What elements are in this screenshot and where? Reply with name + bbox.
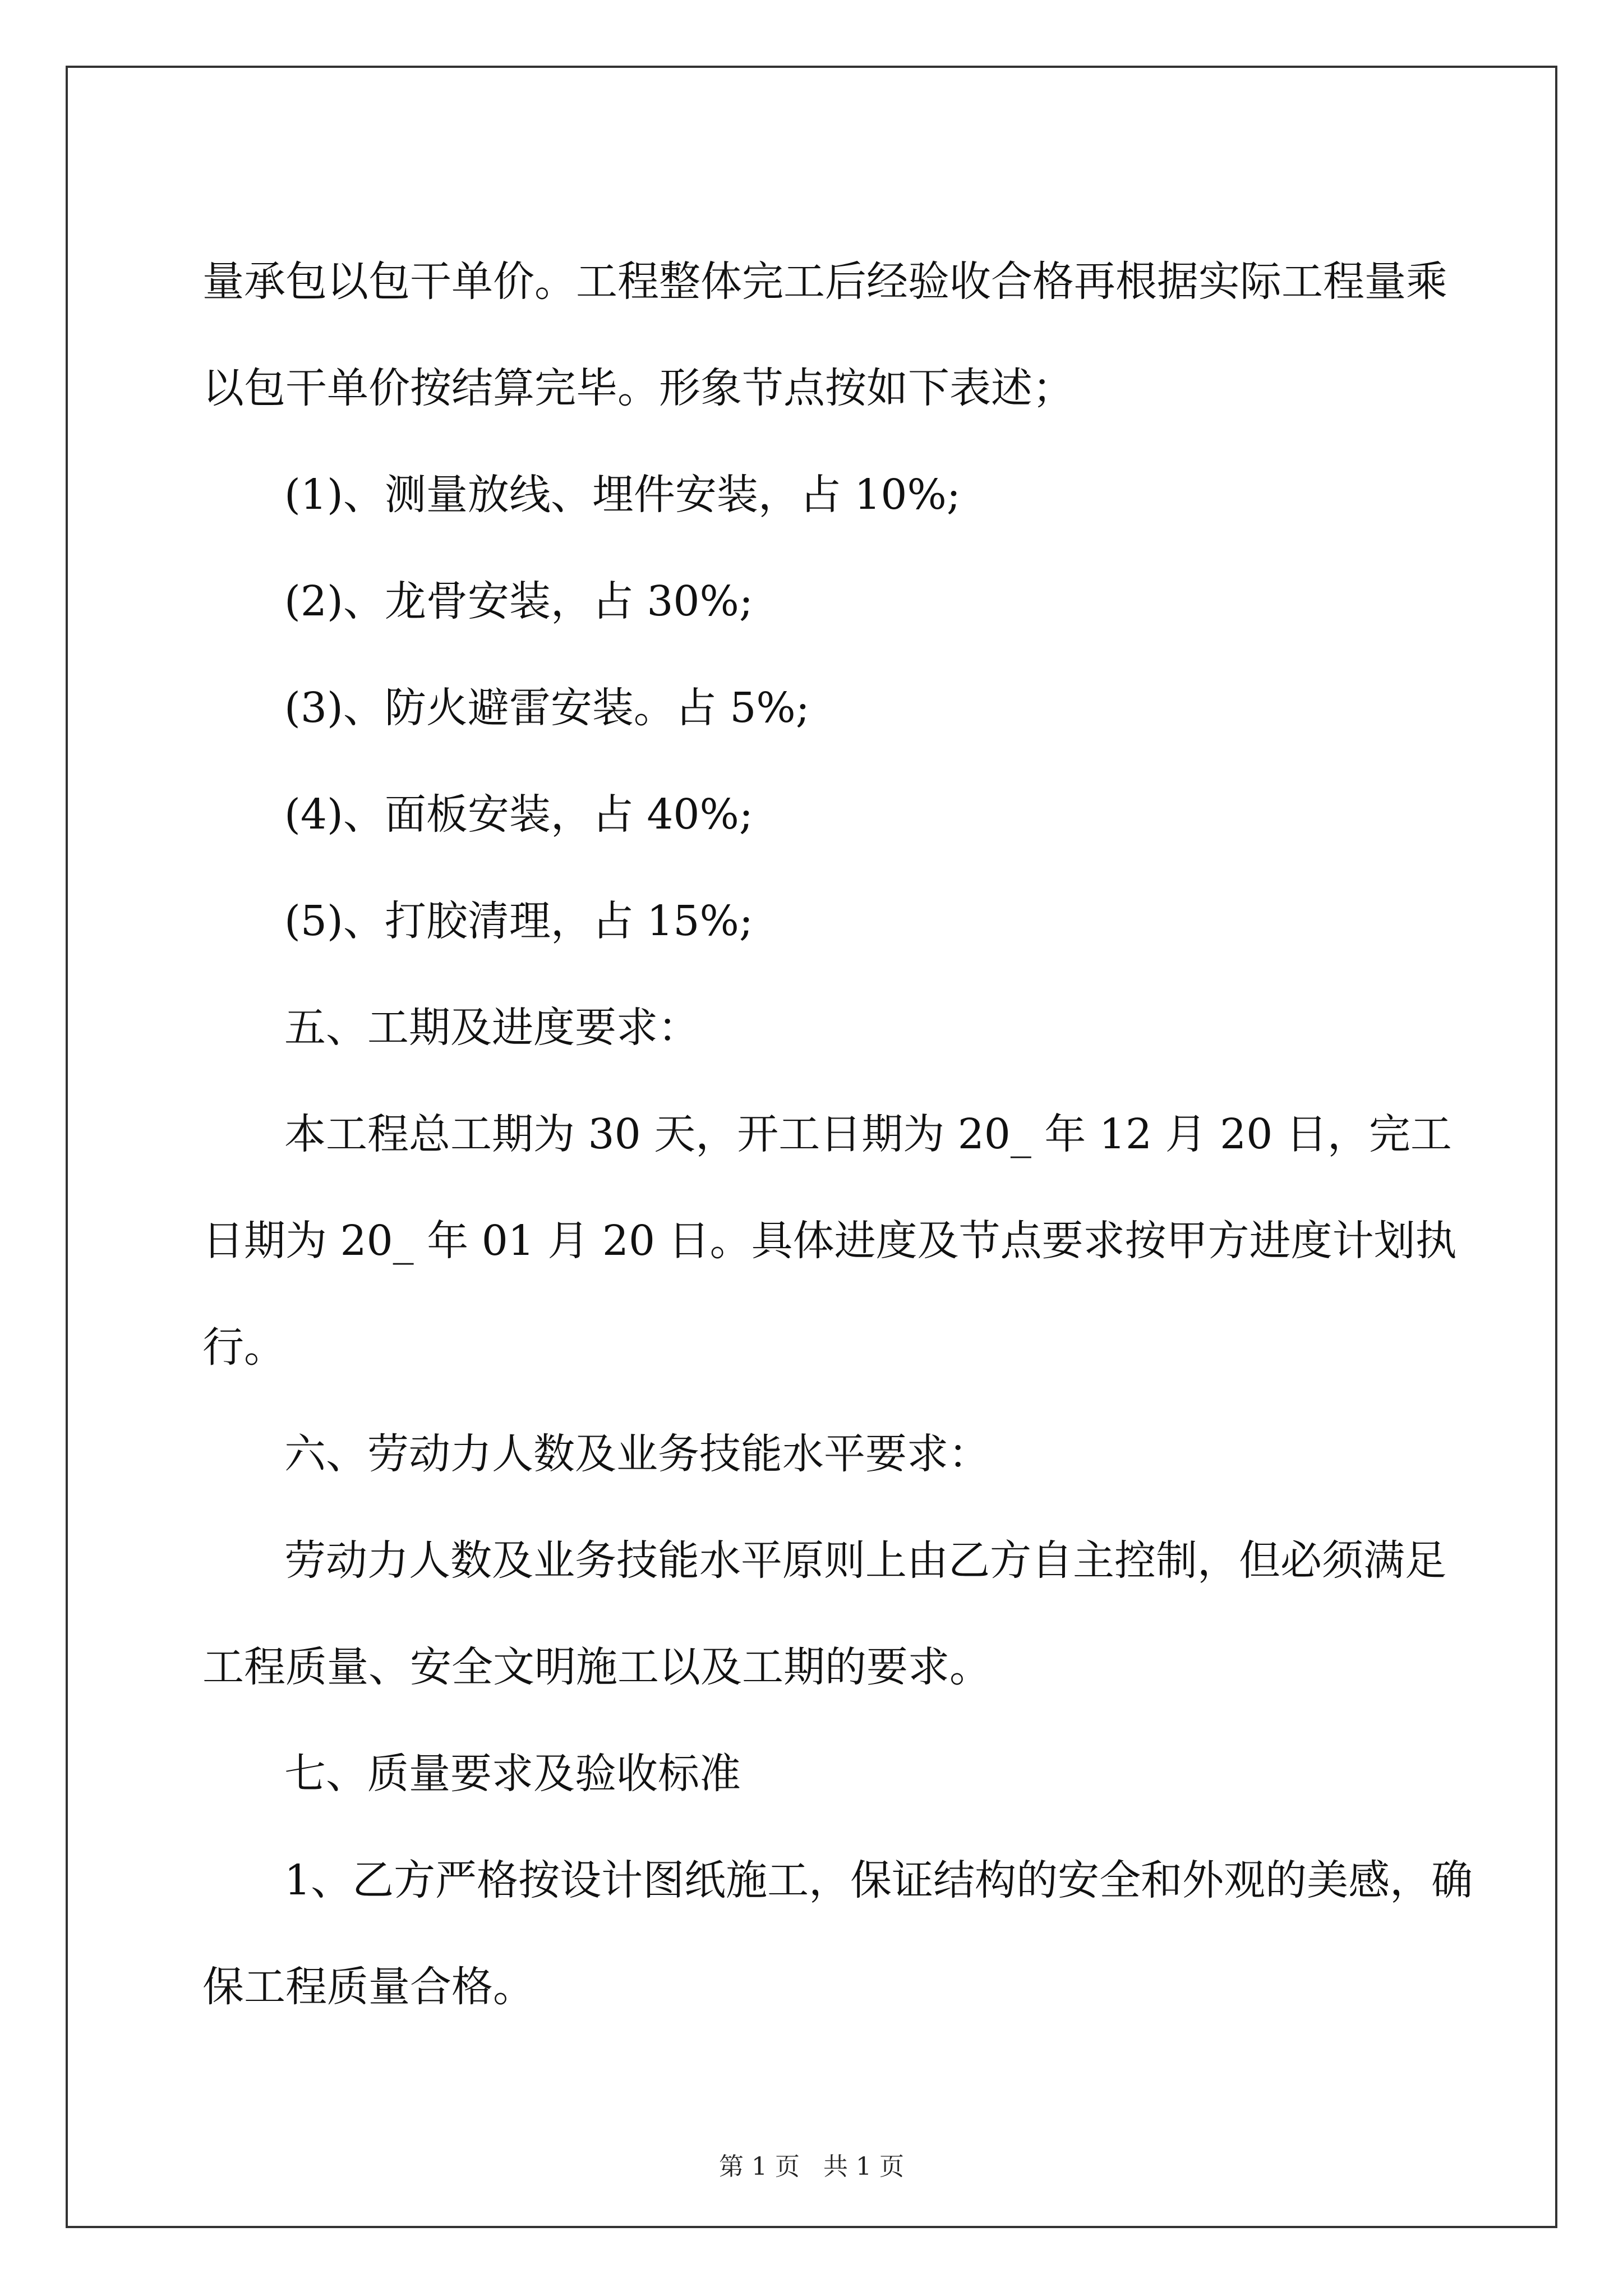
text-line: 劳动力人数及业务技能水平原则上由乙方自主控制，但必须满足 [284,1536,1446,1585]
text-line: (5)、打胶清理，占 15%; [284,897,753,945]
text-line: 行。 [202,1323,285,1372]
page-frame [66,66,1557,2228]
text-line: (1)、测量放线、埋件安装，占 10%; [284,471,961,519]
text-line: 以包干单价按结算完毕。形象节点按如下表述； [202,364,1074,412]
text-line: 保工程质量合格。 [202,1963,534,2011]
text-line: (3)、防火避雷安装。占 5%; [284,684,810,732]
text-line: 工程质量、安全文明施工以及工期的要求。 [202,1643,991,1691]
text-line: 本工程总工期为 30 天，开工日期为 20_ 年 12 月 20 日，完工 [284,1110,1452,1158]
text-line: 量承包以包干单价。工程整体完工后经验收合格再根据实际工程量乘 [202,257,1447,306]
text-line: (2)、龙骨安装，占 30%; [284,577,753,625]
section-heading: 七、质量要求及验收标准 [284,1750,741,1798]
text-line: (4)、面板安装，占 40%; [284,790,753,839]
text-line: 1、乙方严格按设计图纸施工，保证结构的安全和外观的美感，确 [284,1856,1473,1904]
page-footer: 第 1 页 共 1 页 [719,2152,904,2181]
section-heading: 六、劳动力人数及业务技能水平要求： [284,1430,990,1478]
text-line: 日期为 20_ 年 01 月 20 日。具体进度及节点要求按甲方进度计划执 [202,1217,1457,1265]
section-heading: 五、工期及进度要求： [284,1004,699,1052]
